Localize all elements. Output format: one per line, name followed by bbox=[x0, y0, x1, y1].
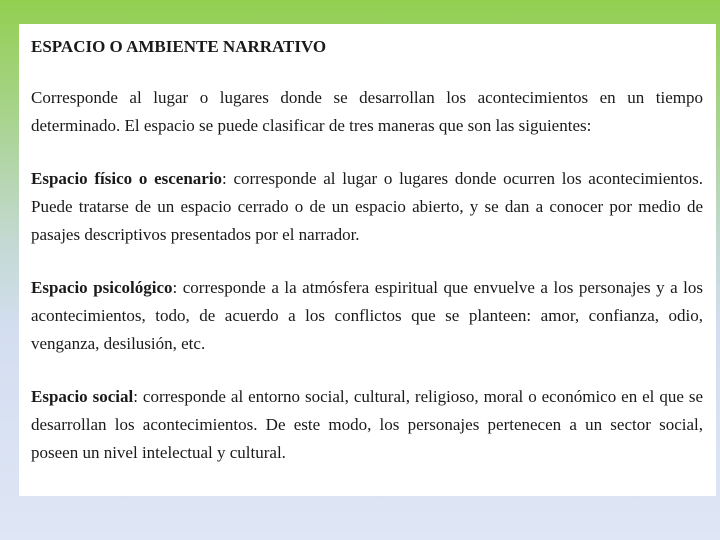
section-term: Espacio físico o escenario bbox=[31, 169, 223, 188]
intro-text: Corresponde al lugar o lugares donde se desarrollan los acontecimientos en un tiempo determinado. El espacio se puede clasificar de tres maneras que son las siguientes: bbox=[31, 88, 703, 135]
intro-paragraph bbox=[31, 84, 703, 140]
document-text bbox=[31, 34, 703, 492]
document-image bbox=[19, 24, 716, 496]
section-espacio-psicologico bbox=[31, 274, 703, 358]
section-espacio-social bbox=[31, 383, 703, 467]
section-text: : corresponde al lugar o lugares donde ocurren los acontecimientos. Puede tratarse de un espacio cerrado o de un espacio abierto, y se dan a conocer por medio de pasajes descriptivos presentados por el narrador. bbox=[31, 169, 704, 244]
section-term: Espacio psicológico bbox=[31, 278, 173, 297]
section-text: : corresponde a la atmósfera espiritual que envuelve a los personajes y a los acontecimientos, todo, de acuerdo a los conflictos que se planteen: amor, confianza, odio, venganza, desilusión, etc. bbox=[31, 278, 703, 353]
section-term: Espacio social bbox=[31, 387, 134, 406]
section-text: : corresponde al entorno social, cultural, religioso, moral o económico en el que se desarrollan los acontecimientos. De este modo, los personajes pertenecen a un sector social, poseen un nivel intelectual y cultural. bbox=[31, 387, 703, 462]
document-title: ESPACIO O AMBIENTE NARRATIVO bbox=[31, 37, 327, 56]
section-espacio-fisico bbox=[31, 165, 703, 249]
